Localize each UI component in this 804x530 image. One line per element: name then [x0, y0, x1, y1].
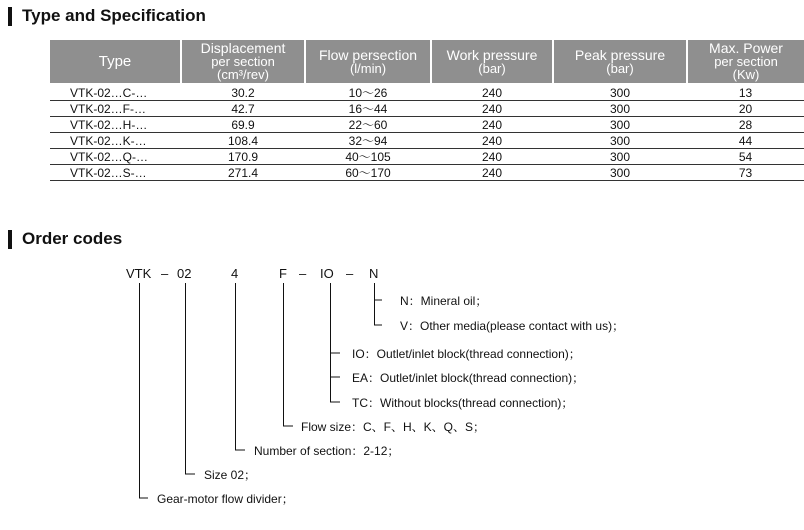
cell-displacement: 108.4 [181, 133, 305, 149]
header-work-pressure-l1: Work pressure [446, 46, 538, 63]
desc-size-02: Size 02； [204, 468, 257, 482]
cell-flow: 16～44 [305, 101, 431, 117]
connector-line-io-ea-tc [331, 283, 341, 402]
code-part-media: N [369, 266, 379, 281]
desc-flow-size: Flow size：C、F、H、K、Q、S； [301, 420, 486, 434]
header-work-pressure-l2: (bar) [478, 60, 506, 76]
code-part-vtk: VTK [126, 266, 152, 281]
cell-work-pressure: 240 [431, 117, 553, 133]
cell-type: VTK-02…Q-… [50, 149, 181, 165]
cell-max-power: 44 [687, 133, 804, 149]
header-max-power-l3: (Kw) [732, 67, 760, 82]
code-part-flow: F [279, 266, 287, 281]
cell-work-pressure: 240 [431, 133, 553, 149]
cell-displacement: 170.9 [181, 149, 305, 165]
cell-type: VTK-02…S-… [50, 165, 181, 181]
code-part-size: 02 [177, 266, 192, 281]
cell-flow: 40～105 [305, 149, 431, 165]
code-part-dash: – [346, 266, 354, 281]
cell-work-pressure: 240 [431, 165, 553, 181]
header-max-power-l2: per section [714, 54, 778, 69]
header-peak-pressure-l2: (bar) [606, 60, 634, 76]
desc-gear-motor-flow-divider: Gear-motor flow divider； [157, 492, 294, 506]
cell-max-power: 54 [687, 149, 804, 165]
cell-max-power: 73 [687, 165, 804, 181]
cell-flow: 60～170 [305, 165, 431, 181]
cell-flow: 10～26 [305, 83, 431, 101]
header-flow-l2: (l/min) [349, 60, 387, 76]
code-part-sections: 4 [231, 266, 239, 281]
header-displacement-l1: Displacement [200, 40, 286, 56]
cell-work-pressure: 240 [431, 149, 553, 165]
desc-io-block: IO：Outlet/inlet block(thread connection)； [352, 347, 581, 361]
cell-displacement: 30.2 [181, 83, 305, 101]
connector-line-size [186, 283, 196, 474]
header-displacement-l3: (cm³/rev) [217, 67, 269, 82]
code-part-dash: – [161, 266, 169, 281]
cell-peak-pressure: 300 [553, 149, 687, 165]
cell-max-power: 28 [687, 117, 804, 133]
cell-peak-pressure: 300 [553, 117, 687, 133]
desc-other-media: V：Other media(please contact with us)； [400, 319, 625, 333]
header-max-power-l1: Max. Power [709, 40, 783, 56]
connector-line-flow [284, 283, 294, 426]
desc-ea-block: EA：Outlet/inlet block(thread connection)； [352, 371, 585, 385]
cell-work-pressure: 240 [431, 83, 553, 101]
desc-tc-no-blocks: TC：Without blocks(thread connection)； [352, 396, 574, 410]
order-title-text: Order codes [22, 229, 123, 248]
cell-peak-pressure: 300 [553, 165, 687, 181]
code-part-dash: – [299, 266, 307, 281]
cell-peak-pressure: 300 [553, 101, 687, 117]
code-part-block: IO [320, 266, 334, 281]
connector-line-sections [236, 283, 246, 450]
header-type-label: Type [98, 53, 132, 70]
cell-displacement: 69.9 [181, 117, 305, 133]
cell-displacement: 42.7 [181, 101, 305, 117]
desc-number-of-section: Number of section：2-12； [254, 444, 400, 458]
cell-type: VTK-02…H-… [50, 117, 181, 133]
connector-line-divider [140, 283, 149, 498]
connector-line-n-v [375, 283, 383, 325]
cell-max-power: 20 [687, 101, 804, 117]
cell-flow: 22～60 [305, 117, 431, 133]
cell-peak-pressure: 300 [553, 83, 687, 101]
spec-title-text: Type and Specification [22, 6, 206, 25]
cell-work-pressure: 240 [431, 101, 553, 117]
cell-type: VTK-02…F-… [50, 101, 181, 117]
cell-type: VTK-02…K-… [50, 133, 181, 149]
cell-max-power: 13 [687, 83, 804, 101]
cell-type: VTK-02…C-… [50, 83, 181, 101]
header-flow-l1: Flow persection [318, 46, 418, 63]
desc-mineral-oil: N：Mineral oil； [400, 294, 488, 308]
header-displacement-l2: per section [211, 54, 275, 69]
cell-displacement: 271.4 [181, 165, 305, 181]
cell-flow: 32～94 [305, 133, 431, 149]
cell-peak-pressure: 300 [553, 133, 687, 149]
header-peak-pressure-l1: Peak pressure [574, 46, 666, 63]
